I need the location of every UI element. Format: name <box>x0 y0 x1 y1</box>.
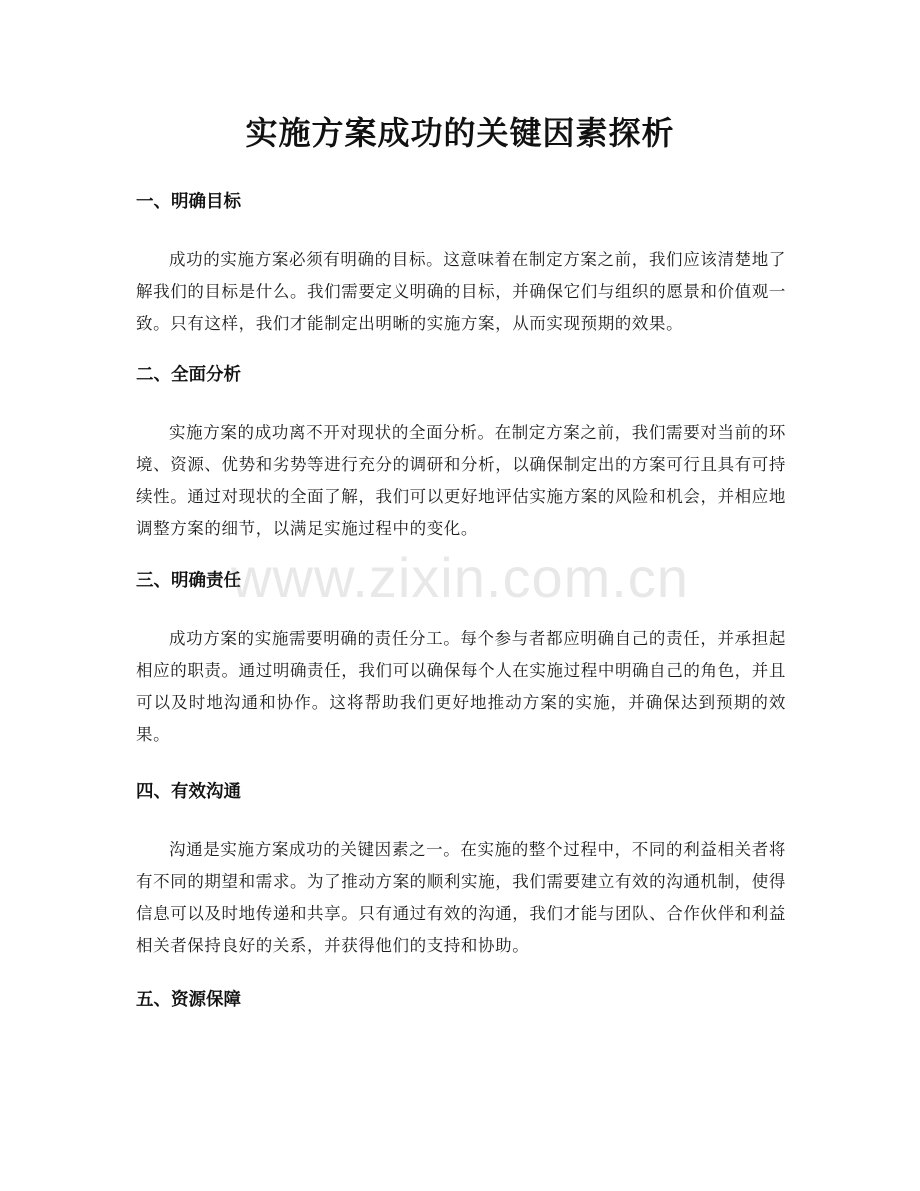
document-title: 实施方案成功的关键因素探析 <box>245 114 675 152</box>
section-body: 成功方案的实施需要明确的责任分工。每个参与者都应明确自己的责任，并承担起相应的职责。通过明确责任，我们可以确保每个人在实施过程中明确自己的角色，并且可以及时地沟通和协作。这将帮助我们更好地推动方案的实施，并确保达到预期的效果。 <box>136 629 786 744</box>
section-2 <box>136 363 786 545</box>
section-3 <box>136 569 786 751</box>
section-body: 成功的实施方案必须有明确的目标。这意味着在制定方案之前，我们应该清楚地了解我们的目标是什么。我们需要定义明确的目标，并确保它们与组织的愿景和价值观一致。只有这样，我们才能制定出明晰的实施方案，从而实现预期的效果。 <box>136 250 786 333</box>
section-body: 实施方案的成功离不开对现状的全面分析。在制定方案之前，我们需要对当前的环境、资源、优势和劣势等进行充分的调研和分析，以确保制定出的方案可行且具有可持续性。通过对现状的全面了解，我们可以更好地评估实施方案的风险和机会，并相应地调整方案的细节，以满足实施过程中的变化。 <box>136 423 786 538</box>
watermark: www.zixin.com.cn <box>231 546 689 609</box>
section-4 <box>136 780 786 962</box>
section-5 <box>136 988 786 1012</box>
section-heading: 二、全面分析 <box>136 365 241 385</box>
section-1 <box>136 190 786 340</box>
section-heading: 五、资源保障 <box>136 990 241 1010</box>
section-heading: 三、明确责任 <box>136 571 241 591</box>
section-heading: 一、明确目标 <box>136 192 241 212</box>
section-body: 沟通是实施方案成功的关键因素之一。在实施的整个过程中，不同的利益相关者将有不同的期望和需求。为了推动方案的顺利实施，我们需要建立有效的沟通机制，使得信息可以及时地传递和共享。只有通过有效的沟通，我们才能与团队、合作伙伴和利益相关者保持良好的关系，并获得他们的支持和协助。 <box>136 840 786 955</box>
section-heading: 四、有效沟通 <box>136 782 241 802</box>
